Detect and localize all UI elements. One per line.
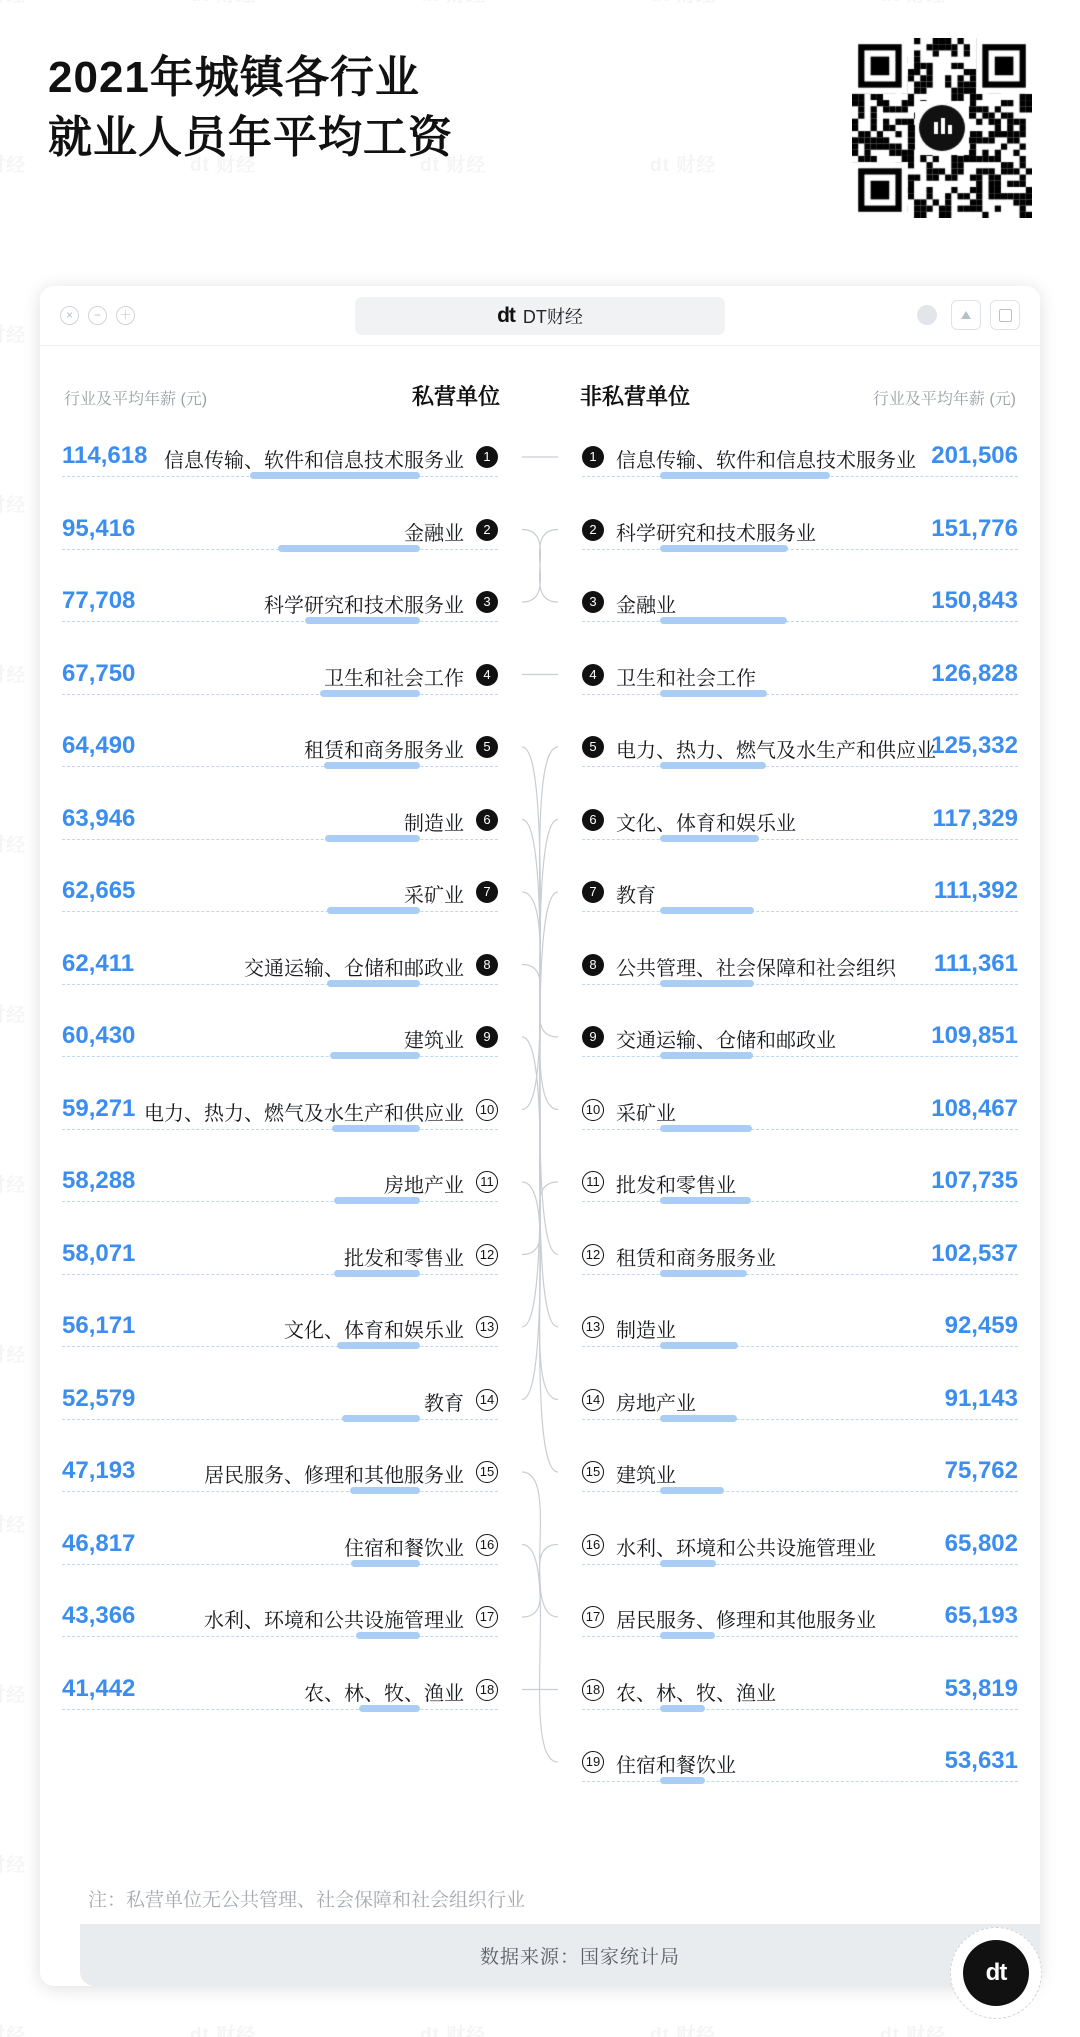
value-label: 41,442 [62,1674,136,1702]
category-label: 教育 [616,885,656,907]
row-divider [62,1419,498,1420]
chart-row [570,728,1040,782]
category-label: 租赁和商务服务业 [304,740,464,762]
value-bar [660,617,787,624]
value-bar [660,1632,715,1639]
row-divider [62,1709,498,1710]
chart-row [570,873,1040,927]
watermark [420,2020,486,2037]
row-divider [62,621,498,622]
chart-row [570,511,1040,565]
chart-row [40,946,510,1000]
brand-badge [950,1927,1042,2019]
chart-row [570,1598,1040,1652]
rank-badge: 18 [582,1679,604,1701]
value-label: 64,490 [62,732,136,759]
rank-badge: 14 [582,1389,604,1411]
value-bar [250,472,420,479]
value-bar [305,617,420,624]
value-bar [320,690,420,697]
value-label: 117,329 [932,804,1018,832]
rank-badge: 6 [582,809,604,831]
value-bar [330,1052,420,1059]
rank-badge: 7 [582,881,604,903]
rank-badge: 19 [582,1751,604,1773]
category-label: 住宿和餐饮业 [344,1537,464,1560]
watermark [190,2020,256,2037]
watermark [0,1000,26,1027]
chart-row [570,801,1040,855]
value-label: 53,819 [944,1674,1018,1702]
value-label: 62,665 [62,877,136,904]
source-text: 数据来源：国家统计局 [479,1946,680,1968]
watermark [0,320,26,347]
category-label: 信息传输、软件和信息技术服务业 [616,450,916,472]
category-label: 水利、环境和公共设施管理业 [204,1610,464,1632]
value-bar [327,980,420,987]
category-label: 居民服务、修理和其他服务业 [616,1610,876,1632]
chart-body [40,346,1040,1986]
row-divider [62,1636,498,1637]
value-label: 91,143 [944,1384,1018,1412]
watermark [0,1510,26,1537]
value-label: 111,392 [933,877,1018,904]
row-divider [62,911,498,912]
qr-code-icon[interactable] [852,38,1032,218]
chart-note: 注：私营单位无公共管理、社会保障和社会组织行业 [88,1890,526,1911]
value-label: 65,802 [944,1529,1018,1557]
value-bar [660,762,766,769]
value-bar [660,1197,751,1204]
watermark [0,490,26,517]
category-label: 制造业 [404,812,464,835]
header [0,0,1080,276]
chart-row [570,946,1040,1000]
rank-badge: 4 [582,664,604,686]
value-label: 126,828 [931,659,1018,687]
right-column-header: 非私营单位 [580,384,691,409]
rank-badge: 8 [476,954,498,976]
chart-row [40,1453,510,1507]
rank-badge: 1 [476,446,498,468]
rank-badge: 8 [582,954,604,976]
value-bar [660,835,759,842]
rank-badge: 3 [476,591,498,613]
category-label: 科学研究和技术服务业 [264,595,464,617]
share-icon[interactable] [951,300,981,330]
chart-row [40,656,510,710]
value-bar [325,835,420,842]
row-divider [62,839,498,840]
value-bar [660,1705,705,1712]
row-divider [62,1491,498,1492]
value-label: 53,631 [944,1747,1018,1774]
category-label: 电力、热力、燃气及水生产和供应业 [144,1102,464,1125]
category-label: 房地产业 [384,1175,464,1197]
category-label: 水利、环境和公共设施管理业 [616,1537,876,1560]
value-bar [660,1777,705,1784]
category-label: 批发和零售业 [344,1247,464,1270]
dt-logo-icon: dt [497,304,515,327]
value-bar [660,907,754,914]
rank-badge: 14 [476,1389,498,1411]
row-divider [582,984,1018,985]
watermark [0,660,26,687]
category-label: 农、林、牧、渔业 [304,1682,464,1705]
right-unit-note: 行业及平均年薪 (元) [872,391,1016,408]
category-label: 建筑业 [616,1465,676,1487]
chart-row [40,1236,510,1290]
value-bar [660,1342,738,1349]
chart-row [40,1308,510,1362]
row-divider [62,1564,498,1565]
watermark [880,2020,946,2037]
page-title [48,48,453,168]
category-label: 卫生和社会工作 [616,667,756,690]
rank-badge: 4 [476,664,498,686]
chart-row [40,1018,510,1072]
record-icon[interactable] [912,300,942,330]
row-divider [62,1056,498,1057]
value-label: 114,618 [62,442,148,469]
chart-row [570,1163,1040,1217]
value-label: 108,467 [931,1094,1018,1122]
row-divider [582,1564,1018,1565]
rank-badge: 11 [582,1171,604,1193]
chart-row [40,728,510,782]
value-bar [278,545,420,552]
value-label: 46,817 [62,1529,136,1557]
rank-badge: 15 [476,1461,498,1483]
value-label: 56,171 [62,1312,136,1339]
browser-card [40,286,1040,1986]
rank-badge: 15 [582,1461,604,1483]
value-bar [356,1632,420,1639]
category-label: 公共管理、社会保障和社会组织 [616,957,896,980]
value-bar [660,1052,753,1059]
value-label: 75,762 [944,1457,1018,1484]
value-label: 60,430 [62,1022,136,1049]
category-label: 采矿业 [404,885,464,907]
chart-row [40,1526,510,1580]
minimize-icon[interactable]: − [88,306,107,325]
category-label: 租赁和商务服务业 [616,1247,776,1270]
value-label: 95,416 [62,514,136,542]
chart-row [570,438,1040,492]
row-divider [582,1274,1018,1275]
row-divider [582,694,1018,695]
category-label: 电力、热力、燃气及水生产和供应业 [616,740,936,762]
category-label: 金融业 [616,595,676,617]
category-label: 农、林、牧、渔业 [616,1682,776,1705]
row-divider [582,911,1018,912]
value-bar [660,1125,752,1132]
category-label: 住宿和餐饮业 [616,1755,736,1777]
watermark [0,1340,26,1367]
value-bar [660,1560,716,1567]
watermark [650,2020,716,2037]
category-label: 采矿业 [616,1102,676,1125]
row-divider [582,1419,1018,1420]
value-label: 62,411 [62,949,135,977]
rank-badge: 10 [476,1099,498,1121]
chart-row [570,1236,1040,1290]
rank-badge: 11 [476,1171,498,1193]
value-label: 151,776 [931,514,1018,542]
row-divider [582,1636,1018,1637]
value-label: 109,851 [931,1022,1018,1049]
watermark [0,2020,26,2037]
value-label: 67,750 [62,659,136,687]
category-label: 文化、体育和娱乐业 [284,1320,464,1342]
value-bar [359,1705,420,1712]
chart-row [40,583,510,637]
category-label: 居民服务、修理和其他服务业 [204,1465,464,1487]
row-divider [62,1274,498,1275]
value-label: 58,071 [62,1239,136,1267]
category-label: 信息传输、软件和信息技术服务业 [164,450,464,472]
chart-row [570,1526,1040,1580]
row-divider [62,1201,498,1202]
rank-badge: 10 [582,1099,604,1121]
value-bar [332,1125,420,1132]
value-label: 52,579 [62,1384,136,1412]
row-divider [62,1346,498,1347]
chart-row [570,1091,1040,1145]
row-divider [582,1781,1018,1782]
brand-badge-logo: dt [963,1940,1029,2006]
address-bar[interactable] [355,297,725,335]
rank-badge: 1 [582,446,604,468]
category-label: 交通运输、仓储和邮政业 [616,1030,836,1052]
value-bar [660,1415,737,1422]
row-divider [582,1056,1018,1057]
category-label: 制造业 [616,1320,676,1342]
rank-badge: 6 [476,809,498,831]
row-divider [582,549,1018,550]
title-line-1: 2021年城镇各行业 [48,53,420,102]
category-label: 科学研究和技术服务业 [616,522,816,545]
rank-badge: 17 [582,1606,604,1628]
window-controls[interactable] [60,306,135,325]
value-label: 47,193 [62,1457,136,1484]
row-divider [582,1491,1018,1492]
chart-row [570,1018,1040,1072]
chart-row [570,656,1040,710]
category-label: 金融业 [404,522,464,545]
value-label: 65,193 [944,1602,1018,1629]
value-bar [660,690,767,697]
chart-row [40,1091,510,1145]
rank-badge: 17 [476,1606,498,1628]
row-divider [582,621,1018,622]
row-divider [62,984,498,985]
chart-row [570,1671,1040,1725]
value-label: 125,332 [931,732,1018,759]
value-bar [660,472,830,479]
value-label: 63,946 [62,804,136,832]
rank-badge: 12 [476,1244,498,1266]
chart-row [40,1381,510,1435]
value-label: 102,537 [931,1239,1018,1267]
rank-badge: 3 [582,591,604,613]
tabs-icon[interactable] [990,300,1020,330]
value-label: 58,288 [62,1167,136,1194]
rank-badge: 16 [582,1534,604,1556]
chart-row [570,583,1040,637]
value-label: 92,459 [944,1312,1018,1339]
chart-row [40,801,510,855]
left-unit-note: 行业及平均年薪 (元) [64,391,208,408]
toolbar-buttons[interactable] [912,300,1020,330]
rank-badge: 9 [582,1026,604,1048]
value-label: 107,735 [931,1167,1018,1194]
chart-row [570,1381,1040,1435]
watermark [0,1170,26,1197]
value-label: 59,271 [62,1094,136,1122]
close-icon[interactable]: × [60,306,79,325]
rank-badge: 9 [476,1026,498,1048]
value-bar [334,1197,420,1204]
rank-badge: 12 [582,1244,604,1266]
chart-row [40,873,510,927]
value-bar [660,980,754,987]
maximize-icon[interactable]: ＋ [116,306,135,325]
category-label: 卫生和社会工作 [324,667,464,690]
chart-row [40,1598,510,1652]
rank-badge: 18 [476,1679,498,1701]
category-label: 建筑业 [404,1030,464,1052]
value-label: 201,506 [931,442,1018,469]
rank-badge: 5 [582,736,604,758]
rank-badge: 13 [582,1316,604,1338]
rank-badge: 2 [476,519,498,541]
value-bar [660,1270,747,1277]
value-bar [350,1487,420,1494]
row-divider [582,766,1018,767]
rank-badge: 16 [476,1534,498,1556]
category-label: 批发和零售业 [616,1175,736,1197]
category-label: 房地产业 [616,1392,696,1415]
value-bar [337,1342,420,1349]
row-divider [582,1201,1018,1202]
watermark [0,1680,26,1707]
rank-badge: 7 [476,881,498,903]
value-label: 111,361 [933,949,1018,977]
address-text: DT财经 [522,307,583,327]
value-bar [660,545,788,552]
browser-toolbar [40,286,1040,346]
category-label: 教育 [424,1392,464,1415]
left-column-header: 私营单位 [411,384,500,409]
chart-row [40,1163,510,1217]
value-bar [334,1270,420,1277]
chart-row [40,438,510,492]
title-line-2: 就业人员年平均工资 [48,112,453,162]
value-bar [327,907,420,914]
row-divider [62,1129,498,1130]
rank-badge: 5 [476,736,498,758]
value-bar [660,1487,724,1494]
value-bar [324,762,420,769]
watermark [0,830,26,857]
row-divider [62,766,498,767]
category-label: 交通运输、仓储和邮政业 [244,957,464,980]
value-bar [351,1560,420,1567]
row-divider [582,839,1018,840]
row-divider [62,694,498,695]
row-divider [582,1129,1018,1130]
chart-row [40,511,510,565]
category-label: 文化、体育和娱乐业 [616,812,796,835]
chart-row [40,1671,510,1725]
chart-row [570,1308,1040,1362]
value-label: 43,366 [62,1602,136,1629]
value-label: 77,708 [62,587,136,614]
rank-badge: 13 [476,1316,498,1338]
chart-row [570,1453,1040,1507]
value-label: 150,843 [931,587,1018,614]
watermark [0,1850,26,1877]
value-bar [342,1415,420,1422]
chart-row [570,1743,1040,1797]
row-divider [582,1346,1018,1347]
source-bar [80,1924,1040,1986]
row-divider [582,1709,1018,1710]
rank-badge: 2 [582,519,604,541]
